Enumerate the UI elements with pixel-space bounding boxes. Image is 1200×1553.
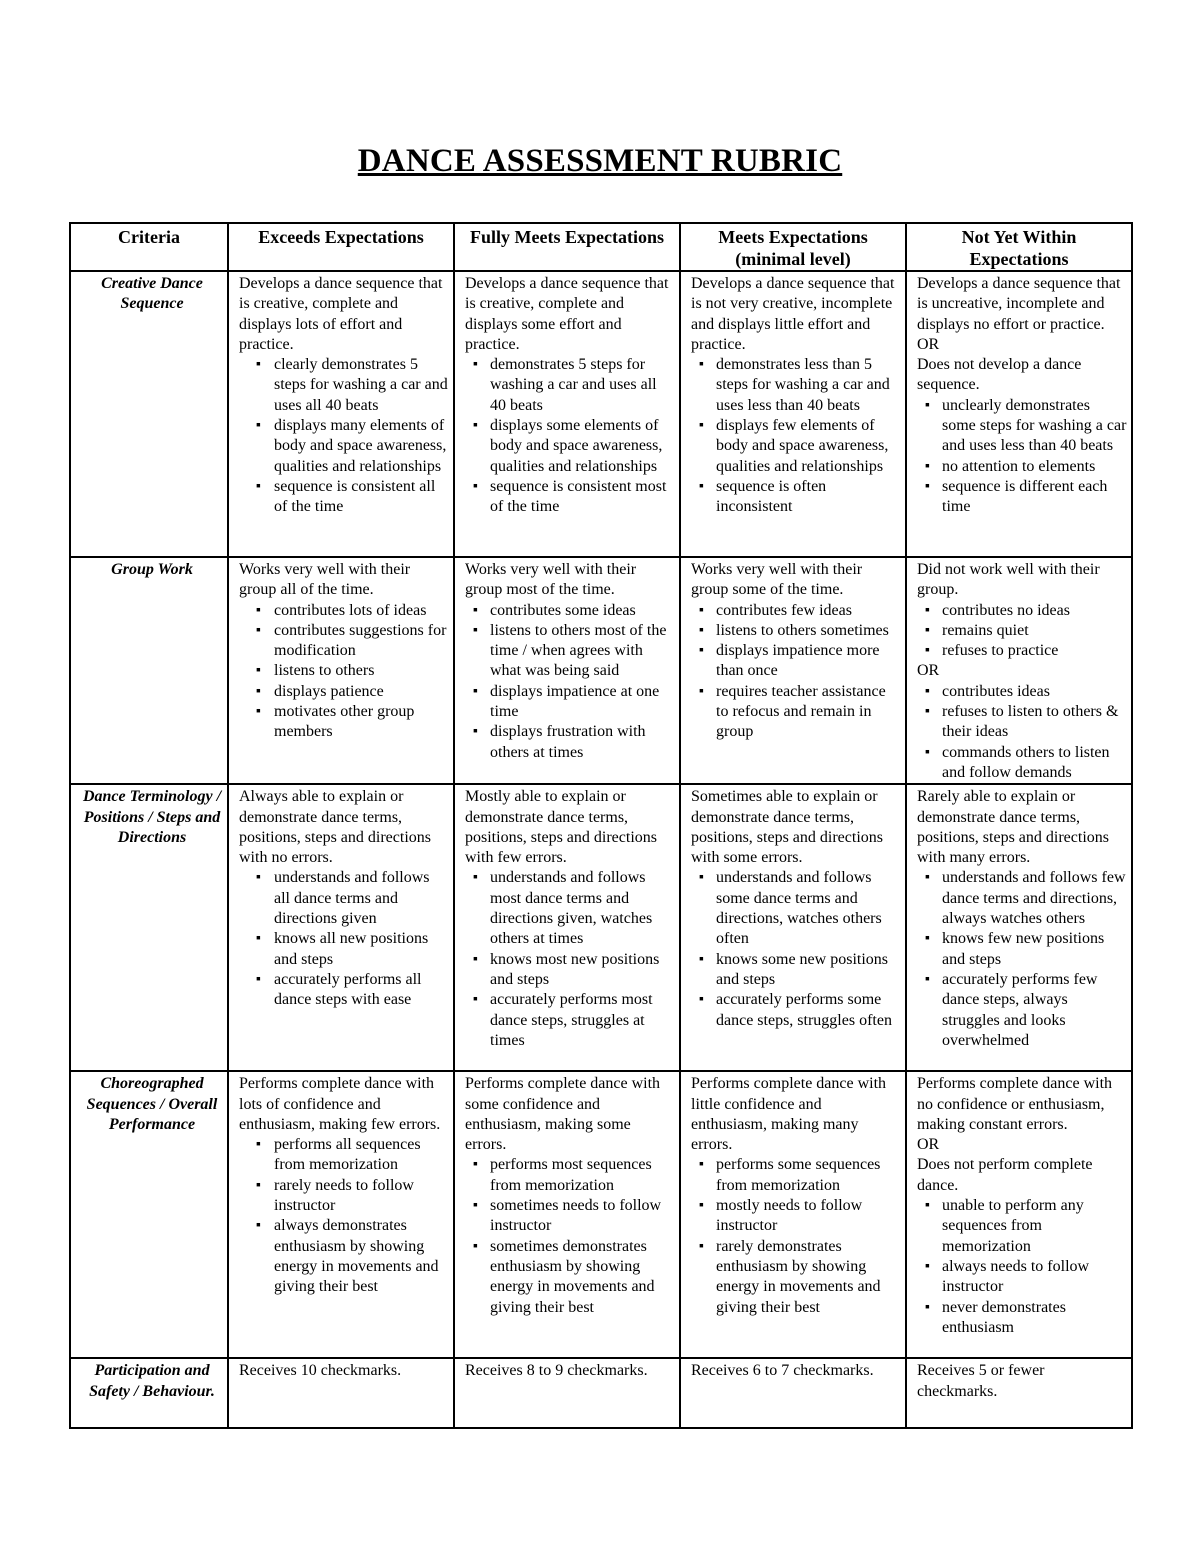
bullet-item: ▪ refuses to practice: [942, 641, 1127, 661]
bullet-item: ▪ never demonstrates enthusiasm: [942, 1298, 1127, 1339]
bullet-item: ▪ sequence is consistent all of the time: [274, 477, 449, 518]
cell-not-yet: [906, 271, 1132, 557]
cell-meets: [680, 784, 906, 1071]
cell-description: Develops a dance sequence that is creative, complete and displays some effort and practice.: [465, 275, 669, 353]
cell-description: Develops a dance sequence that is not very creative, incomplete and displays little effort and practice.: [691, 275, 895, 353]
criteria-cell: [70, 1071, 228, 1358]
cell-description: Does not perform complete dance.: [917, 1156, 1093, 1194]
cell-meets: [680, 1358, 906, 1428]
bullet-item: ▪ contributes few ideas: [716, 601, 901, 621]
bullet-list: [465, 868, 675, 1051]
cell-description: Receives 5 or fewer checkmarks.: [917, 1362, 1045, 1400]
cell-description: Performs complete dance with lots of confidence and enthusiasm, making few errors.: [239, 1075, 441, 1133]
bullet-item: ▪ demonstrates 5 steps for washing a car and uses all 40 beats: [490, 355, 675, 416]
header-not-yet: Not Yet Within Expectations: [906, 223, 1132, 271]
bullet-item: ▪ contributes ideas: [942, 682, 1127, 702]
bullet-item: ▪ always needs to follow instructor: [942, 1257, 1127, 1298]
bullet-list: [917, 1196, 1127, 1338]
cell-description: Does not develop a dance sequence.: [917, 356, 1082, 394]
cell-exceeds: [228, 557, 454, 784]
page-title: DANCE ASSESSMENT RUBRIC: [357, 143, 843, 179]
criteria-label: Group Work: [111, 561, 193, 578]
bullet-list: [239, 1135, 449, 1297]
cell-exceeds: [228, 271, 454, 557]
bullet-item: ▪ sometimes demonstrates enthusiasm by showing energy in movements and giving their best: [490, 1237, 675, 1318]
cell-description: Performs complete dance with some confidence and enthusiasm, making some errors.: [465, 1075, 661, 1154]
cell-description: Sometimes able to explain or demonstrate dance terms, positions, steps and directions with some errors.: [691, 788, 883, 867]
bullet-item: ▪ commands others to listen and follow demands: [942, 743, 1127, 784]
cell-not-yet: [906, 557, 1132, 784]
bullet-item: ▪ displays impatience at one time: [490, 682, 675, 723]
row-dance-terminology: [70, 784, 1132, 1071]
bullet-item: ▪ knows some new positions and steps: [716, 950, 901, 991]
bullet-item: ▪ displays some elements of body and space awareness, qualities and relationships: [490, 416, 675, 477]
row-participation-safety: [70, 1358, 1132, 1428]
bullet-item: ▪ accurately performs all dance steps with ease: [274, 970, 449, 1011]
bullet-item: ▪ performs all sequences from memorization: [274, 1135, 449, 1176]
bullet-list: [691, 355, 901, 517]
bullet-item: ▪ remains quiet: [942, 621, 1127, 641]
criteria-cell: [70, 1358, 228, 1428]
cell-meets: [680, 271, 906, 557]
cell-description: Works very well with their group most of the time.: [465, 561, 637, 599]
row-choreographed-sequences: [70, 1071, 1132, 1358]
cell-meets: [680, 557, 906, 784]
bullet-item: ▪ sequence is consistent most of the time: [490, 477, 675, 518]
bullet-list: [465, 355, 675, 517]
bullet-item: ▪ no attention to elements: [942, 457, 1127, 477]
header-criteria: Criteria: [70, 223, 228, 271]
bullet-list: [239, 868, 449, 1010]
bullet-item: ▪ rarely needs to follow instructor: [274, 1176, 449, 1217]
bullet-item: ▪ motivates other group members: [274, 702, 449, 743]
bullet-item: ▪ contributes some ideas: [490, 601, 675, 621]
header-meets: Meets Expectations (minimal level): [680, 223, 906, 271]
bullet-list: [465, 601, 675, 763]
bullet-item: ▪ clearly demonstrates 5 steps for washing a car and uses all 40 beats: [274, 355, 449, 416]
bullet-item: ▪ understands and follows some dance terms and directions, watches others often: [716, 868, 901, 949]
bullet-item: ▪ displays few elements of body and space awareness, qualities and relationships: [716, 416, 901, 477]
bullet-list: [917, 868, 1127, 1051]
cell-fully-meets: [454, 1071, 680, 1358]
criteria-cell: [70, 784, 228, 1071]
or-separator: OR: [917, 1136, 940, 1154]
cell-description: Rarely able to explain or demonstrate dance terms, positions, steps and directions with many errors.: [917, 788, 1109, 867]
criteria-cell: [70, 271, 228, 557]
row-creative-dance-sequence: [70, 271, 1132, 557]
criteria-label: Creative Dance Sequence: [101, 275, 203, 313]
bullet-item: ▪ knows few new positions and steps: [942, 929, 1127, 970]
cell-meets: [680, 1071, 906, 1358]
header-fully-meets: Fully Meets Expectations: [454, 223, 680, 271]
cell-exceeds: [228, 784, 454, 1071]
bullet-list: [239, 355, 449, 517]
cell-description: Mostly able to explain or demonstrate dance terms, positions, steps and directions with few errors.: [465, 788, 657, 867]
cell-fully-meets: [454, 1358, 680, 1428]
bullet-item: ▪ mostly needs to follow instructor: [716, 1196, 901, 1237]
bullet-list: [239, 601, 449, 743]
bullet-item: ▪ knows all new positions and steps: [274, 929, 449, 970]
bullet-item: ▪ sequence is often inconsistent: [716, 477, 901, 518]
bullet-item: ▪ listens to others sometimes: [716, 621, 901, 641]
bullet-list: [917, 396, 1127, 518]
cell-exceeds: [228, 1358, 454, 1428]
cell-description: Develops a dance sequence that is creative, complete and displays lots of effort and practice.: [239, 275, 443, 353]
criteria-label: Participation and Safety / Behaviour.: [89, 1362, 215, 1400]
or-separator: OR: [917, 662, 940, 680]
cell-not-yet: [906, 784, 1132, 1071]
bullet-list: [691, 868, 901, 1030]
criteria-label: Dance Terminology / Positions / Steps and Directions: [82, 788, 222, 846]
bullet-item: ▪ always demonstrates enthusiasm by showing energy in movements and giving their best: [274, 1216, 449, 1297]
bullet-item: ▪ accurately performs few dance steps, always struggles and looks overwhelmed: [942, 970, 1127, 1051]
cell-fully-meets: [454, 271, 680, 557]
bullet-list: [465, 1155, 675, 1317]
bullet-item: ▪ refuses to listen to others & their ideas: [942, 702, 1127, 743]
bullet-item: ▪ understands and follows few dance terms and directions, always watches others: [942, 868, 1127, 929]
cell-fully-meets: [454, 557, 680, 784]
cell-description: Performs complete dance with little confidence and enthusiasm, making many errors.: [691, 1075, 887, 1154]
bullet-item: ▪ displays patience: [274, 682, 449, 702]
criteria-cell: [70, 557, 228, 784]
bullet-item: ▪ listens to others most of the time / when agrees with what was being said: [490, 621, 675, 682]
bullet-item: ▪ listens to others: [274, 661, 449, 681]
cell-description: Performs complete dance with no confidence or enthusiasm, making constant errors.: [917, 1075, 1113, 1133]
cell-description: Works very well with their group some of the time.: [691, 561, 863, 599]
row-group-work: [70, 557, 1132, 784]
bullet-list: [917, 682, 1127, 783]
or-separator: OR: [917, 335, 940, 353]
cell-not-yet: [906, 1071, 1132, 1358]
cell-description: Develops a dance sequence that is uncreative, incomplete and displays no effort or practice.: [917, 275, 1121, 333]
bullet-item: ▪ knows most new positions and steps: [490, 950, 675, 991]
cell-description: Always able to explain or demonstrate dance terms, positions, steps and directions with no errors.: [239, 788, 431, 867]
bullet-list: [917, 601, 1127, 662]
rubric-table: [69, 222, 1133, 1429]
bullet-list: [691, 601, 901, 743]
cell-description: Did not work well with their group.: [917, 561, 1100, 599]
cell-description: Receives 8 to 9 checkmarks.: [465, 1362, 648, 1380]
bullet-item: ▪ requires teacher assistance to refocus and remain in group: [716, 682, 901, 743]
bullet-item: ▪ contributes lots of ideas: [274, 601, 449, 621]
cell-exceeds: [228, 1071, 454, 1358]
bullet-item: ▪ sometimes needs to follow instructor: [490, 1196, 675, 1237]
rubric-body: [70, 271, 1132, 1428]
cell-not-yet: [906, 1358, 1132, 1428]
bullet-item: ▪ displays impatience more than once: [716, 641, 901, 682]
bullet-item: ▪ displays many elements of body and space awareness, qualities and relationships: [274, 416, 449, 477]
bullet-item: ▪ accurately performs most dance steps, struggles at times: [490, 990, 675, 1051]
bullet-item: ▪ demonstrates less than 5 steps for washing a car and uses less than 40 beats: [716, 355, 901, 416]
bullet-item: ▪ rarely demonstrates enthusiasm by showing energy in movements and giving their best: [716, 1237, 901, 1318]
bullet-item: ▪ accurately performs some dance steps, struggles often: [716, 990, 901, 1031]
bullet-item: ▪ understands and follows most dance terms and directions given, watches others at times: [490, 868, 675, 949]
cell-description: Receives 6 to 7 checkmarks.: [691, 1362, 874, 1380]
bullet-item: ▪ performs some sequences from memorization: [716, 1155, 901, 1196]
bullet-item: ▪ performs most sequences from memorization: [490, 1155, 675, 1196]
bullet-list: [691, 1155, 901, 1317]
cell-fully-meets: [454, 784, 680, 1071]
criteria-label: Choreographed Sequences / Overall Performance: [86, 1075, 218, 1133]
bullet-item: ▪ contributes no ideas: [942, 601, 1127, 621]
bullet-item: ▪ unable to perform any sequences from memorization: [942, 1196, 1127, 1257]
bullet-item: ▪ contributes suggestions for modification: [274, 621, 449, 662]
bullet-item: ▪ displays frustration with others at times: [490, 722, 675, 763]
cell-description: Receives 10 checkmarks.: [239, 1362, 402, 1380]
bullet-item: ▪ understands and follows all dance terms and directions given: [274, 868, 449, 929]
header-exceeds: Exceeds Expectations: [228, 223, 454, 271]
cell-description: Works very well with their group all of the time.: [239, 561, 411, 599]
bullet-item: ▪ sequence is different each time: [942, 477, 1127, 518]
bullet-item: ▪ unclearly demonstrates some steps for washing a car and uses less than 40 beats: [942, 396, 1127, 457]
